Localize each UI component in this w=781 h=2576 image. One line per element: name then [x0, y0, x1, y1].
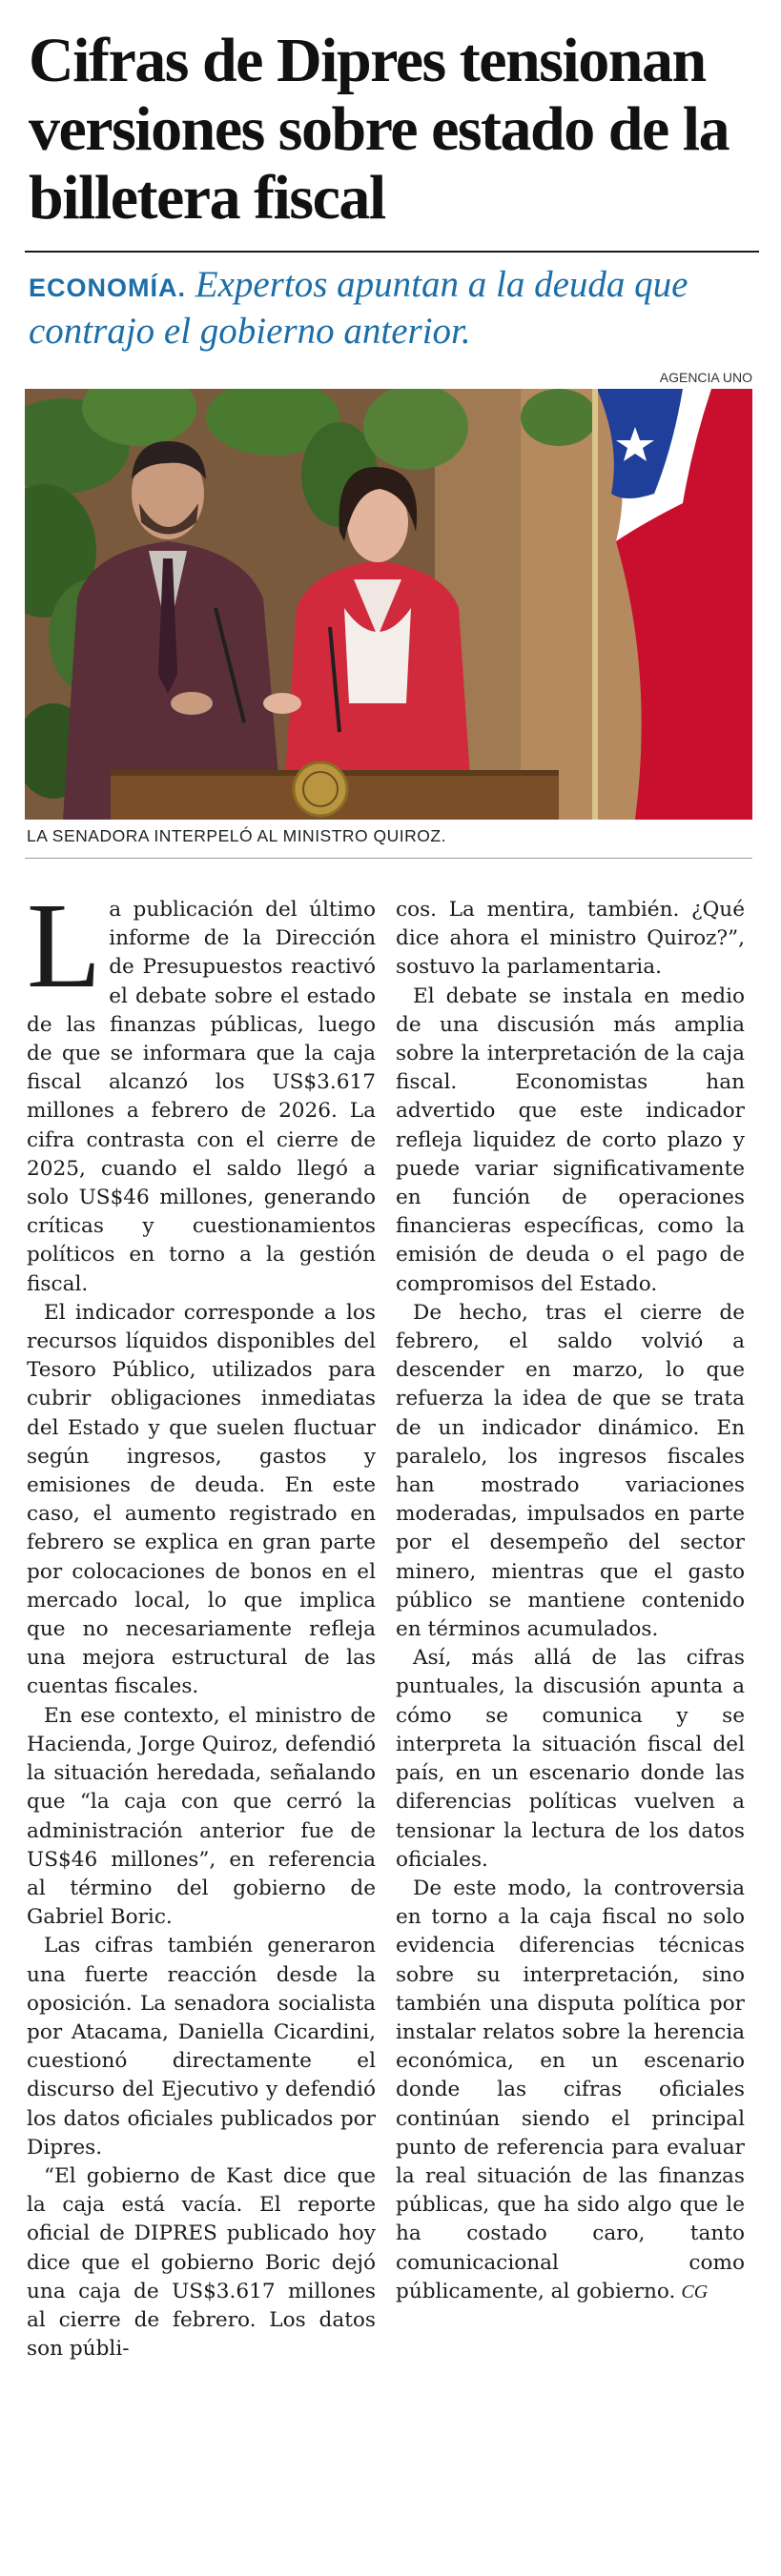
article-paragraph: Las cifras también generaron una fuerte reacción desde la oposición. La senadora socialista por Atacama, Daniella Cicardini, cuestionó directamente el discurso del Ejecutivo y defendió los datos oficiales publicados por Dipres.	[27, 1934, 376, 2160]
article-paragraph: En ese contexto, el ministro de Hacienda, Jorge Quiroz, defendió la situación heredada, señalando que “la caja con que cerró la administración anterior fue de US$46 millones”, en referencia al término del gobierno de Gabriel Boric.	[27, 1703, 376, 1930]
article-paragraph: cos. La mentira, también. ¿Qué dice ahora el ministro Quiroz?”, sostuvo la parlamentaria.	[396, 898, 745, 980]
article-photo	[25, 389, 752, 820]
caption-rule	[25, 858, 752, 859]
section-label: ECONOMÍA.	[29, 274, 187, 302]
end-mark: CG	[681, 2281, 709, 2302]
article-paragraph	[396, 1875, 745, 2306]
photo-caption: LA SENADORA INTERPELÓ AL MINISTRO QUIROZ.	[27, 826, 446, 845]
first-paragraph-text: a publicación del último informe de la Dirección de Presupuestos reactivó el debate sobre el estado de las finanzas públicas, luego de que se informara que la caja fiscal alcanzó los US$3.617 millones a febrero de 2026. La cifra contrasta con el cierre de 2025, cuando el saldo llegó a solo US$46 millones, generando críticas y cuestionamientos políticos en torno a la gestión fiscal.	[27, 898, 376, 1296]
article-paragraph: El indicador corresponde a los recursos líquidos disponibles del Tesoro Público, utilizados para cubrir obligaciones inmediatas del Estado y que suelen fluctuar según ingresos, gastos y emisiones de deuda. En este caso, el aumento registrado en febrero se explica en gran parte por colocaciones de bonos en el mercado local, lo que implica que no necesariamente refleja una mejora estructural de las cuentas fiscales.	[27, 1300, 376, 1699]
photo-illustration	[25, 389, 752, 820]
dek	[29, 263, 753, 354]
headline: Cifras de Dipres tensionan versiones sobre estado de la billetera fiscal	[29, 26, 730, 233]
article-paragraph: El debate se instala en medio de una discusión más amplia sobre la interpretación de la caja fiscal. Economistas han advertido que este indicador refleja liquidez de corto plazo y puede variar significativamente en función de operaciones financieras específicas, como la emisión de deuda o el pago de compromisos del Estado.	[396, 984, 745, 1296]
dropcap: L	[27, 878, 102, 1013]
article-column-right	[396, 896, 745, 2306]
podium	[111, 762, 559, 820]
article-paragraph: “El gobierno de Kast dice que la caja está vacía. El reporte oficial de DIPRES publicado hoy dice que el gobierno Boric dejó una caja de US$3.617 millones al cierre de febrero. Los datos son públi-	[27, 2163, 376, 2362]
article-paragraph: De hecho, tras el cierre de febrero, el saldo volvió a descender en marzo, lo que refuerza la idea de que se trata de un indicador dinámico. En paralelo, los ingresos fiscales han mostrado variaciones moderadas, impulsados en parte por el desempeño del sector minero, mientras que el gasto público se mantiene contenido en términos acumulados.	[396, 1300, 745, 1642]
headline-rule	[25, 251, 759, 253]
photo-credit: AGENCIA UNO	[659, 370, 752, 385]
article-column-left	[27, 878, 376, 2363]
article-paragraph	[27, 878, 376, 1299]
article-paragraph: Así, más allá de las cifras puntuales, la discusión apunta a cómo se comunica y se interpreta la situación fiscal del país, en un escenario donde las diferencias políticas vuelven a tensionar la lectura de los datos oficiales.	[396, 1646, 745, 1872]
dek-text: Expertos apuntan a la deuda que contrajo el gobierno anterior.	[29, 264, 689, 352]
last-paragraph-text: De este modo, la controversia en torno a la caja fiscal no solo evidencia diferencias técnicas sobre su interpretación, sino también una disputa política por instalar relatos sobre la herencia económica, en un escenario donde las cifras oficiales continúan siendo el principal punto de referencia para evaluar la real situación de las finanzas públicas, que ha sido algo que le ha costado caro, tanto comunicacional como públicamente, al gobierno.	[396, 1876, 745, 2303]
